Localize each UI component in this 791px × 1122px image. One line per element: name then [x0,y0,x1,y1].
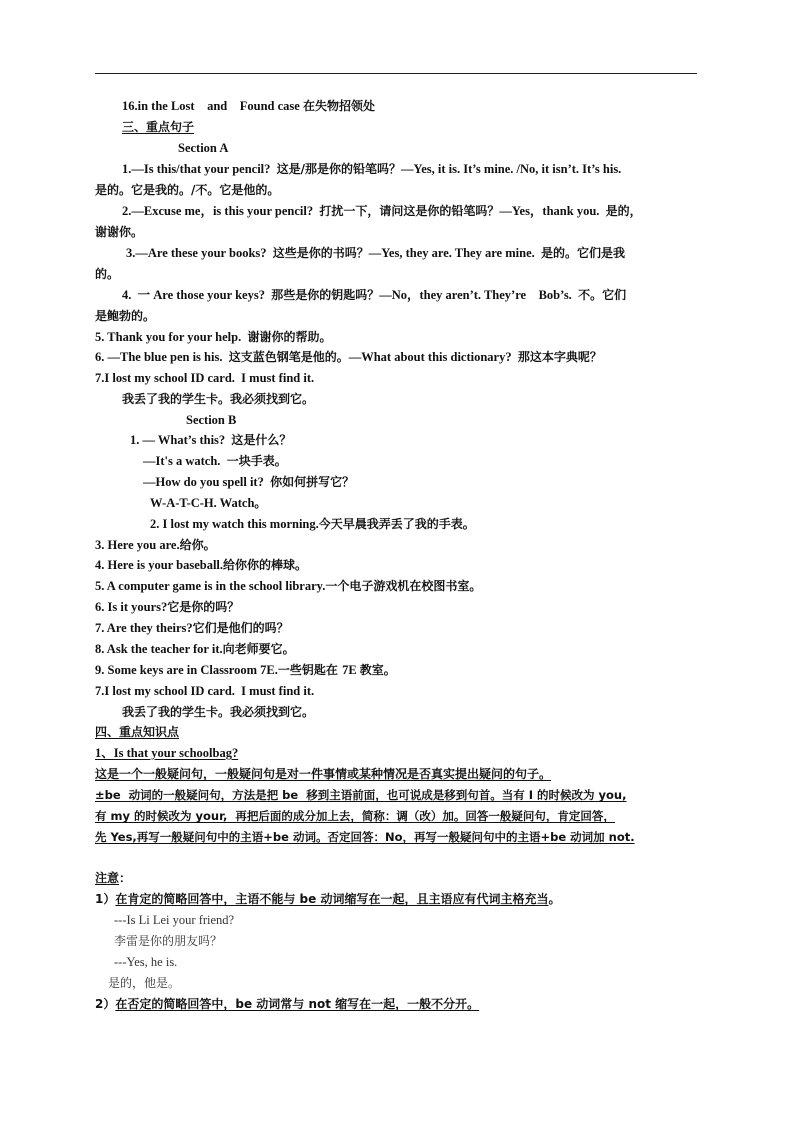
note-2: 2）在否定的简略回答中，be 动词常与 not 缩写在一起，一般不分开。 [95,997,480,1011]
section-4-heading: 四、重点知识点 [95,725,180,739]
example-question-cn: 李雷是你的朋友吗？ [114,934,223,948]
sentence-b10-cn: 我丢了我的学生卡。我必须找到它。 [122,705,315,719]
sentence-a1: 1.—Is this/that your pencil? 这是/那是你的铅笔吗？—Yes, it is. It’s mine. /No, it isn’t. It’s his. [122,162,622,176]
sentence-b9: 9. Some keys are in Classroom 7E.一些钥匙在 7E 教室。 [95,663,396,677]
sentence-b1-answer: —It's a watch. 一块手表。 [143,454,287,468]
sentence-b1-spell: —How do you spell it? 你如何拼写它？ [143,475,355,489]
sentence-b1: 1. — What’s this? 这是什么？ [130,433,292,447]
knowledge-1-line3: 有 my 的时候改为 your, 再把后面的成分加上去，简称：调（改）加。回答一般疑问句，肯定回答， [95,809,615,823]
sentence-a4-cont: 是鲍勃的。 [95,309,156,323]
sentence-b4: 4. Here is your baseball.给你你的棒球。 [95,558,308,572]
example-answer: ---Yes, he is. [114,955,178,969]
example-answer-cn: 是的，他是。 [108,976,181,990]
sentence-b10: 7.I lost my school ID card. I must find it. [95,684,315,698]
sentence-a5: 5. Thank you for your help. 谢谢你的帮助。 [95,330,332,344]
sentence-b3: 3. Here you are.给你。 [95,538,216,552]
sentence-a4: 4. 一 Are those your keys? 那些是你的钥匙吗？—No，they aren’t. They’re Bob’s. 不。它们 [122,288,627,302]
sentence-a7-cn: 我丢了我的学生卡。我必须找到它。 [122,392,315,406]
sentence-b2: 2. I lost my watch this morning.今天早晨我弄丢了我的手表。 [150,517,475,531]
sentence-a6: 6. —The blue pen is his. 这支蓝色钢笔是他的。—What about this dictionary? 那这本字典呢？ [95,350,602,364]
sentence-a1-cont: 是的。它是我的。/不。它是他的。 [95,183,280,197]
example-question: ---Is Li Lei your friend? [114,913,235,927]
sentence-a3-cont: 的。 [95,267,120,281]
sentence-b6: 6. Is it yours?它是你的吗？ [95,600,240,614]
knowledge-1-title: 1、Is that your schoolbag? [95,746,239,760]
note-1: 1）在肯定的简略回答中，主语不能与 be 动词缩写在一起，且主语应有代词主格充当。 [95,892,561,906]
sentence-a7: 7.I lost my school ID card. I must find it. [95,371,315,385]
sentence-a2: 2.—Excuse me，is this your pencil? 打扰一下，请问这是你的铅笔吗？—Yes，thank you. 是的， [122,204,642,218]
knowledge-1-line2: ±be 动词的一般疑问句，方法是把 be 移到主语前面，也可说成是移到句首。当有 I 的时候改为 you, [95,788,627,802]
section-b-title: Section B [186,413,237,427]
sentence-a3: 3.—Are these your books? 这些是你的书吗？—Yes, they are. They are mine. 是的。它们是我 [126,246,626,260]
note-label: 注意： [95,871,132,885]
sentence-a2-cont: 谢谢你。 [95,225,144,239]
sentence-b5: 5. A computer game is in the school library.一个电子游戏机在校图书室。 [95,579,482,593]
sentence-b7: 7. Are they theirs?它们是他们的吗？ [95,621,289,635]
vocab-item-16: 16.in the Lost and Found case 在失物招领处 [122,99,375,113]
header-rule [95,73,697,74]
section-a-title: Section A [178,141,229,155]
sentence-b8: 8. Ask the teacher for it.向老师要它。 [95,642,295,656]
section-3-heading: 三、重点句子 [122,120,195,134]
sentence-b1-letters: W-A-T-C-H. Watch。 [150,496,267,510]
knowledge-1-line1: 这是一个一般疑问句，一般疑问句是对一件事情或某种情况是否真实提出疑问的句子。 [95,767,552,781]
knowledge-1-line4: 先 Yes,再写一般疑问句中的主语+be 动词。否定回答：No，再写一般疑问句中的主语+be 动词加 not. [95,830,635,844]
